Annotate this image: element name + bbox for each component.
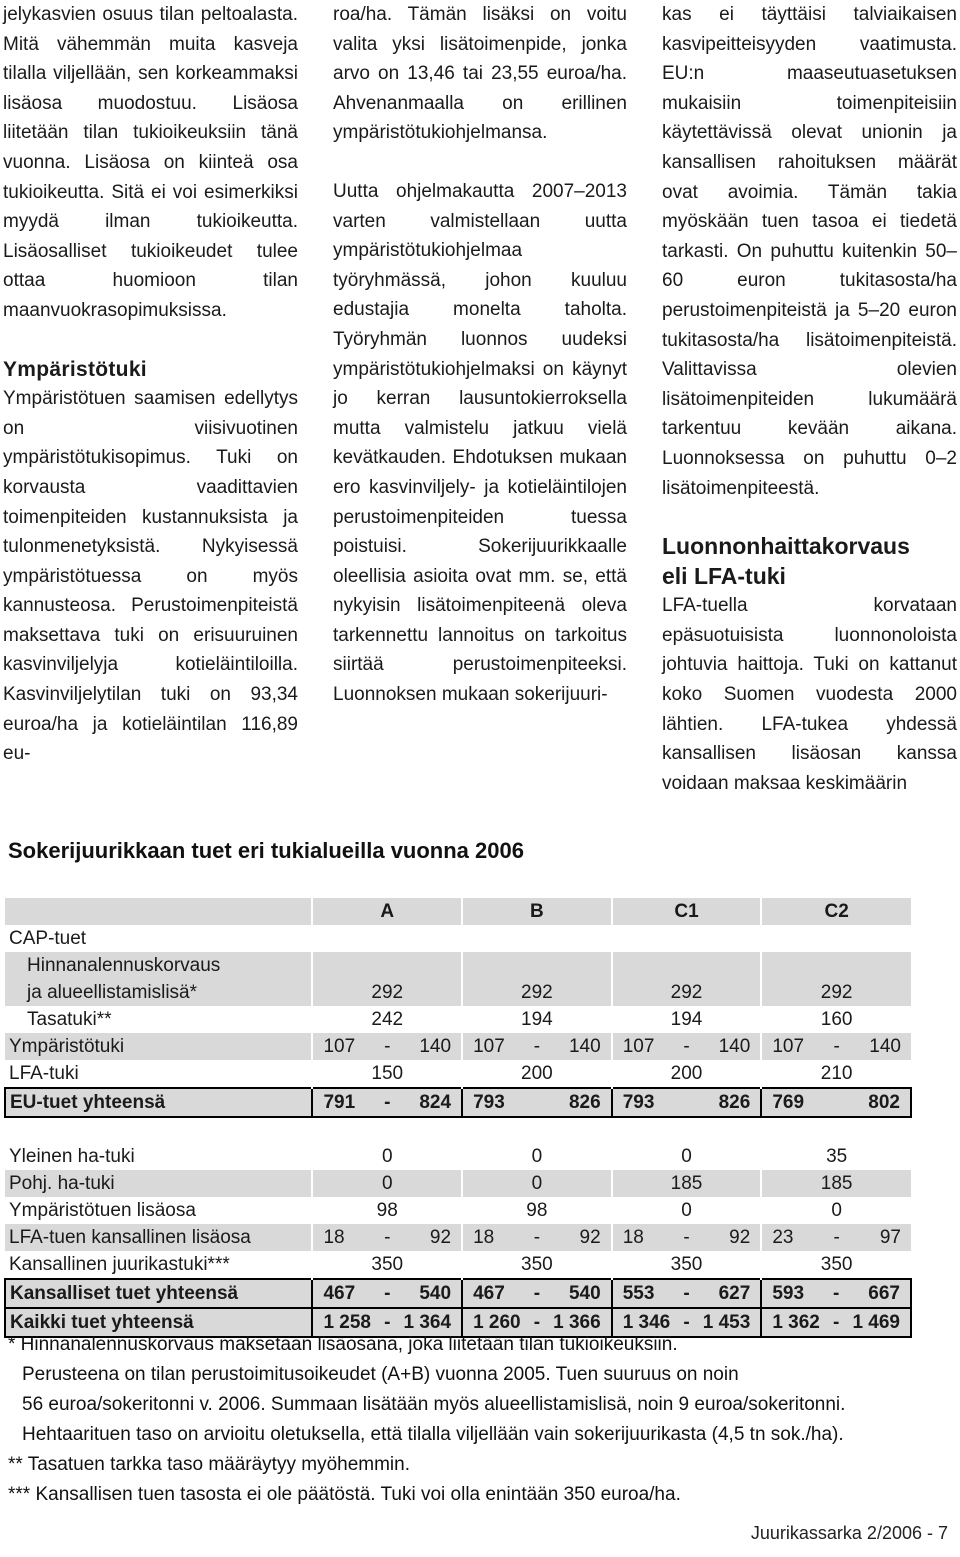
section-heading-lfa-line2: eli LFA-tuki [662,562,786,589]
row-label: Yleinen ha-tuki [5,1143,312,1170]
footnote-1-line4: Hehtaarituen taso on arvioitu oletuksella, että tilalla viljellään vain sokerijuurikasta (4,5 tn sok./ha). [22,1424,844,1445]
range-separator: - [533,1282,541,1304]
value-cell [312,1033,462,1060]
value-cell [462,1279,612,1308]
value-cell: 0 [312,1143,462,1170]
range-max: 667 [868,1282,900,1304]
row-label: Hinnanalennuskorvaus [5,952,312,979]
col2-paragraph-2: Uutta ohjelmakautta 2007–2013 varten valmistellaan uutta ympäristötukiohjelmaa työryhmässä, johon kuuluu edustajia monelta taholta. Työryhmän luonnos uudeksi ympäristötukiohjelmaksi on käynyt jo kerran lausuntokierroksella mutta valmistelu jatkuu vielä kevätkauden. Ehdotuksen mukaan ero kasvinviljely- ja kotieläintilojen perustoimenpiteiden tuessa poistuisi. Sokerijuurikkaalle oleellisia asioita ovat mm. se, että nykyisin lisätoimenpiteenä oleva tarkennettu lannoitus on tarkoitus siirtää perustoimenpiteeksi. Luonnoksen mukaan sokerijuuri- [333,180,627,706]
range-value [617,1036,757,1058]
value-cell [462,925,612,952]
range-value [467,1036,607,1058]
table-row [5,952,911,979]
value-cell [612,1224,762,1251]
range-separator: - [832,1282,840,1304]
value-cell [761,1033,911,1060]
section-heading-lfa-line1: Luonnonhaittakorvaus [662,533,910,560]
value-cell: 350 [761,1251,911,1279]
range-max: 140 [869,1035,901,1057]
row-label: ja alueellistamislisä* [5,979,312,1006]
row-label: Kansallinen juurikastuki*** [5,1251,312,1279]
table-row [5,925,911,952]
col3-paragraph-1: kas ei täyttäisi talviaikaisen kasvipeitteisyyden vaatimusta. EU:n maaseutuasetuksen mukaisiin toimenpiteisiin käytettävissä olevat unionin ja kansallisen rahoituksen määrät ovat avoimia. Tämän takia myöskään tuen tasoa ei tiedetä tarkasti. On puhuttu kuitenkin 50–60 euron tukitasosta/ha perustoimenpiteistä ja 5–20 euron tukitasosta/ha lisätoimenpiteistä. Valittavissa olevien lisätoimenpiteiden lukumäärä tarkentuu kevään aikana. Luonnoksessa on puhuttu 0–2 lisätoimenpiteestä. [662,4,957,499]
value-cell: 350 [462,1251,612,1279]
value-cell: 160 [761,1006,911,1033]
range-separator: - [833,1226,840,1248]
range-max: 1 364 [403,1311,452,1333]
table-row [5,1033,911,1060]
footnote-1-line3: 56 euroa/sokeritonni v. 2006. Summaan lisätään myös alueellistamislisä, noin 9 euroa/sokeritonni. [22,1394,846,1415]
range-separator: - [683,1282,690,1304]
value-cell: 150 [312,1060,462,1088]
range-value [317,1036,457,1058]
value-cell [761,1088,911,1117]
value-cell [761,1279,911,1308]
value-cell [312,952,462,979]
table-row [5,1060,911,1088]
col3-body-paragraph: LFA-tuella korvataan epäsuotuisista luonnonoloista johtuvia haittoja. Tuki on kattanut koko Suomen vuodesta 2000 lähtien. LFA-tukea yhdessä kansallisen lisäosan kanssa voidaan maksaa keskimäärin [662,595,957,794]
value-cell [462,952,612,979]
value-cell: 98 [312,1197,462,1224]
value-cell: 185 [761,1170,911,1197]
range-max: 1 366 [553,1311,601,1333]
value-cell [612,925,762,952]
page-footer: Juurikassarka 2/2006 - 7 [750,1523,948,1543]
range-min: 1 362 [772,1311,820,1333]
range-separator: - [683,1311,690,1333]
text-column-1 [3,0,298,769]
row-label: Ympäristötuki [5,1033,312,1060]
table-title: Sokerijuurikkaan tuet eri tukialueilla vuonna 2006 [8,838,524,863]
table-row [5,1197,911,1224]
range-separator: - [384,1226,391,1248]
value-cell [612,1033,762,1060]
range-min: 107 [473,1035,505,1057]
range-max: 1 469 [852,1311,900,1333]
range-value [467,1092,607,1114]
row-label: EU-tuet yhteensä [5,1088,312,1117]
range-value [766,1092,906,1114]
spacer-cell [5,1117,911,1143]
range-max: 140 [568,1035,601,1057]
value-cell [312,925,462,952]
table-row [5,1251,911,1279]
footnote-1-line2: Perusteena on tilan perustoimitusoikeudet (A+B) vuonna 2005. Tuen suuruus on noin [22,1364,739,1385]
row-label: CAP-tuet [5,925,312,952]
value-cell: 350 [312,1251,462,1279]
value-cell: 292 [761,979,911,1006]
value-cell [462,1088,612,1117]
range-min: 793 [622,1091,655,1113]
header-cell-c2: C2 [761,898,911,925]
table-spacer-row [5,1117,911,1143]
row-label: Tasatuki** [5,1006,312,1033]
range-min: 769 [772,1091,805,1113]
range-min: 107 [323,1035,356,1057]
value-cell: 0 [462,1143,612,1170]
range-max: 540 [568,1282,601,1304]
range-min: 1 258 [323,1311,371,1333]
value-cell: 194 [612,1006,762,1033]
value-cell: 194 [462,1006,612,1033]
range-max: 140 [718,1035,751,1057]
table-footnotes [8,1330,958,1510]
value-cell: 292 [312,979,462,1006]
row-label: LFA-tuen kansallinen lisäosa [5,1224,312,1251]
range-separator: - [384,1035,391,1057]
value-cell: 0 [612,1197,762,1224]
range-separator: - [683,1226,690,1248]
range-separator: - [832,1311,840,1333]
range-min: 107 [772,1035,805,1057]
range-max: 824 [419,1091,452,1113]
section-heading-ymparistotuki: Ympäristötuki [3,357,147,381]
range-min: 18 [323,1226,345,1248]
row-label: Kaikki tuet yhteensä [5,1308,312,1337]
range-max: 92 [579,1226,601,1248]
header-cell-empty [5,898,312,925]
range-value [766,1227,907,1249]
text-column-3 [662,0,957,798]
value-cell [312,1224,462,1251]
value-cell [761,1224,911,1251]
range-min: 467 [323,1282,356,1304]
range-separator: - [384,1091,391,1113]
range-separator: - [533,1226,541,1248]
value-cell [612,952,762,979]
value-cell: 200 [462,1060,612,1088]
range-value [766,1283,906,1305]
range-separator: - [384,1282,391,1304]
value-cell [312,1279,462,1308]
range-separator: - [683,1035,690,1057]
col2-paragraph-1: roa/ha. Tämän lisäksi on voitu valita yksi lisätoimenpide, jonka arvo on 13,46 tai 23,55 euroa/ha. Ahvenanmaalla on erillinen ympäristötukiohjelmansa. [333,4,627,144]
col1-intro-paragraph: jelykasvien osuus tilan peltoalasta. Mitä vähemmän muita kasveja tilalla viljellään, sen korkeammaksi lisäosa muodostuu. Lisäosa liitetään tilan tukioikeuksiin tänä vuonna. Lisäosa on kiinteä osa tukioikeutta. Sitä ei voi esimerkiksi myydä ilman tukioikeutta. Lisäosalliset tukioikeudet tulee ottaa huomioon tilan maanvuokrasopimuksissa. [3,4,298,321]
table-row [5,1170,911,1197]
range-separator: - [533,1311,541,1333]
range-min: 23 [772,1226,794,1248]
value-cell: 35 [761,1143,911,1170]
row-label: Ympäristötuen lisäosa [5,1197,312,1224]
range-separator: - [533,1035,541,1057]
value-cell [462,1033,612,1060]
range-value [766,1036,907,1058]
footnote-3: *** Kansallisen tuen tasosta ei ole päätöstä. Tuki voi olla enintään 350 euroa/ha. [8,1484,681,1505]
table-row [5,1143,911,1170]
row-label: Pohj. ha-tuki [5,1170,312,1197]
footnote-2: ** Tasatuen tarkka taso määräytyy myöhemmin. [8,1454,410,1475]
table-header-row [5,898,911,925]
range-value [617,1092,757,1114]
range-max: 826 [568,1091,601,1113]
value-cell: 292 [462,979,612,1006]
range-max: 92 [429,1226,452,1248]
range-min: 467 [473,1282,505,1304]
range-separator: - [833,1035,840,1057]
range-max: 802 [868,1091,900,1113]
range-max: 92 [729,1226,751,1248]
value-cell [612,1279,762,1308]
table-row [5,979,911,1006]
range-min: 791 [323,1091,356,1113]
value-cell: 185 [612,1170,762,1197]
range-max: 540 [419,1282,452,1304]
row-label: LFA-tuki [5,1060,312,1088]
range-max: 1 453 [702,1311,751,1333]
value-cell [312,1088,462,1117]
header-cell-a: A [312,898,462,925]
value-cell: 98 [462,1197,612,1224]
range-value [317,1092,457,1114]
footnote-1: * Hinnanalennuskorvaus maksetaan lisäosana, joka liitetään tilan tukioikeuksiin. [8,1334,678,1355]
value-cell: 0 [312,1170,462,1197]
range-max: 826 [718,1091,751,1113]
range-separator: - [384,1311,391,1333]
value-cell [612,1088,762,1117]
col1-body-paragraph: Ympäristötuen saamisen edellytys on viisivuotinen ympäristötukisopimus. Tuki on korvausta vaadittavien toimenpiteiden kustannuksista ja tulonmenetyksistä. Nykyisessä ympäristötuessa on myös kannusteosa. Perustoimenpiteistä maksettava tuki on erisuuruinen kasvinviljelyja kotieläintiloilla. Kasvinviljelytilan tuki on 93,34 euroa/ha ja kotieläintilan 116,89 eu- [3,388,298,765]
value-cell: 350 [612,1251,762,1279]
range-min: 1 346 [622,1311,671,1333]
value-cell [761,952,911,979]
range-min: 1 260 [473,1311,521,1333]
value-cell: 0 [612,1143,762,1170]
value-cell: 210 [761,1060,911,1088]
table-row [5,1224,911,1251]
row-label: Kansalliset tuet yhteensä [5,1279,312,1308]
header-cell-b: B [462,898,612,925]
range-min: 107 [622,1035,655,1057]
range-min: 18 [473,1226,495,1248]
table-row [5,1279,911,1308]
value-cell: 0 [761,1197,911,1224]
table-row [5,1006,911,1033]
value-cell: 292 [612,979,762,1006]
range-min: 793 [473,1091,505,1113]
range-value [617,1227,757,1249]
range-min: 553 [622,1282,655,1304]
range-min: 18 [622,1226,644,1248]
value-cell [761,925,911,952]
range-value [317,1227,457,1249]
value-cell: 200 [612,1060,762,1088]
range-value [317,1283,457,1305]
value-cell [462,1224,612,1251]
range-value [467,1227,607,1249]
range-max: 97 [879,1226,901,1248]
value-cell: 0 [462,1170,612,1197]
value-cell: 242 [312,1006,462,1033]
support-table [4,898,912,1338]
range-value [617,1283,757,1305]
range-value [467,1283,607,1305]
text-column-2 [333,0,627,710]
range-min: 593 [772,1282,805,1304]
range-max: 627 [718,1282,751,1304]
table-row [5,1088,911,1117]
range-max: 140 [419,1035,452,1057]
header-cell-c1: C1 [612,898,762,925]
